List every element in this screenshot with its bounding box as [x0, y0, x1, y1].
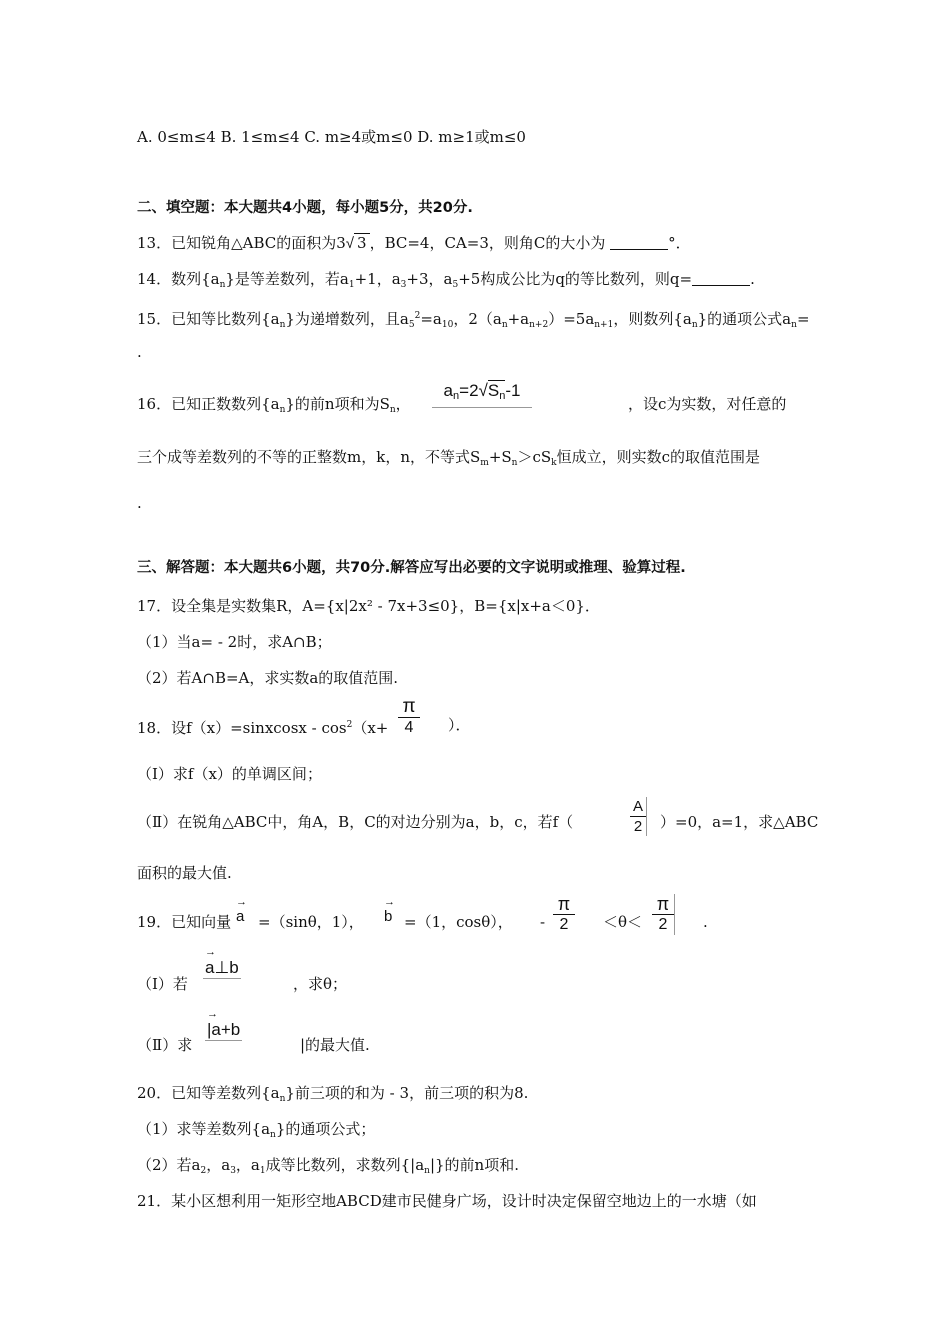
- q19-vec-b: → b: [384, 908, 392, 925]
- section-3-title: 三、解答题：本大题共6小题，共70分.解答应写出必要的文字说明或推理、验算过程.: [137, 560, 686, 576]
- q17-part1: （1）当a= - 2时，求A∩B；: [137, 633, 332, 651]
- q18-part1: （Ⅰ）求f（x）的单调区间；: [137, 765, 322, 783]
- q21-stem: 21．某小区想利用一矩形空地ABCD建市民健身广场，设计时决定保留空地边上的一水塘（如: [137, 1192, 757, 1210]
- q19-vec-a: → a: [236, 908, 244, 925]
- q19-perp-image: → a⊥b: [203, 958, 241, 979]
- q18-pi-over-4: π 4: [398, 697, 420, 738]
- q18-part2: （Ⅱ）在锐角△ABC中，角A，B，C的对边分别为a，b，c，若f（: [137, 813, 574, 831]
- q20-stem: 20．已知等差数列$\{a_n\}$前三项的和为 - 3，前三项的积为8.: [137, 1084, 529, 1104]
- q20-part2: （2）若$a_2$，$a_3$，$a_1$成等比数列，求数列$\{|a_n|\}$的前n项和.: [137, 1156, 519, 1176]
- q16-line1: 16．已知正数数列$\{a_n\}$的前n项和为$S_n$，: [137, 395, 411, 415]
- q19-part1: （Ⅰ）若: [137, 975, 188, 993]
- q16-line2: 三个成等差数列的不等的正整数m，k，n，不等式$S_m+S_n>cS_k$恒成立，则实数c的取值范围是: [137, 448, 761, 468]
- q17-stem: 17．设全集是实数集R，A={x|2x² - 7x+3≤0}，B={x|x+a＜0}．: [137, 597, 600, 615]
- q19-pi-over-2-left: $\frac{\pi}{2}$: [553, 894, 575, 935]
- q17-part2: （2）若A∩B=A，求实数a的取值范围.: [137, 669, 399, 687]
- q16-dot: .: [137, 494, 142, 512]
- q19-part2: （Ⅱ）求: [137, 1036, 193, 1054]
- q20-part1: （1）求等差数列$\{a_n\}$的通项公式；: [137, 1120, 376, 1140]
- q16-line1-tail: ，设c为实数，对任意的: [628, 395, 787, 413]
- q18-A-over-2: $\frac{A}{2}$: [630, 797, 647, 836]
- q14: 14．数列$\{a_n\}$是等差数列，若$a_1+1$，$a_3+3$，$a_5+5$构成公比为q的等比数列，则q= .: [137, 270, 755, 290]
- section-2-title: 二、填空题：本大题共4小题，每小题5分，共20分.: [137, 200, 473, 216]
- q19-sum-image: → |a+b: [205, 1020, 242, 1041]
- q18-part2-cont: 面积的最大值.: [137, 864, 232, 882]
- q15-dot: .: [137, 343, 142, 361]
- q19-stem: 19．已知向量: [137, 913, 232, 931]
- q15: 15．已知等比数列$\{a_n\}$为递增数列，且$a_5^2=a_{10}$，$2(a_n+a_{n+2})=5a_{n+1}$，则数列$\{a_n\}$的通项公式$a_n=$: [137, 310, 810, 330]
- q19-pi-over-2-right: $\frac{\pi}{2}$: [652, 894, 675, 935]
- q16-formula-image: $a_n=2√S_n-1$: [432, 381, 532, 408]
- q18-stem: 18．设f（x）=sinxcosx - $\cos^2(x+$: [137, 719, 389, 737]
- q13: 13．已知锐角△ABC的面积为3√ 3 ，BC=4，CA=3，则角C的大小为 °．: [137, 234, 691, 252]
- q12-options: A. 0≤m≤4 B. 1≤m≤4 C. m≥4或m≤0 D. m≥1或m≤0: [137, 128, 526, 146]
